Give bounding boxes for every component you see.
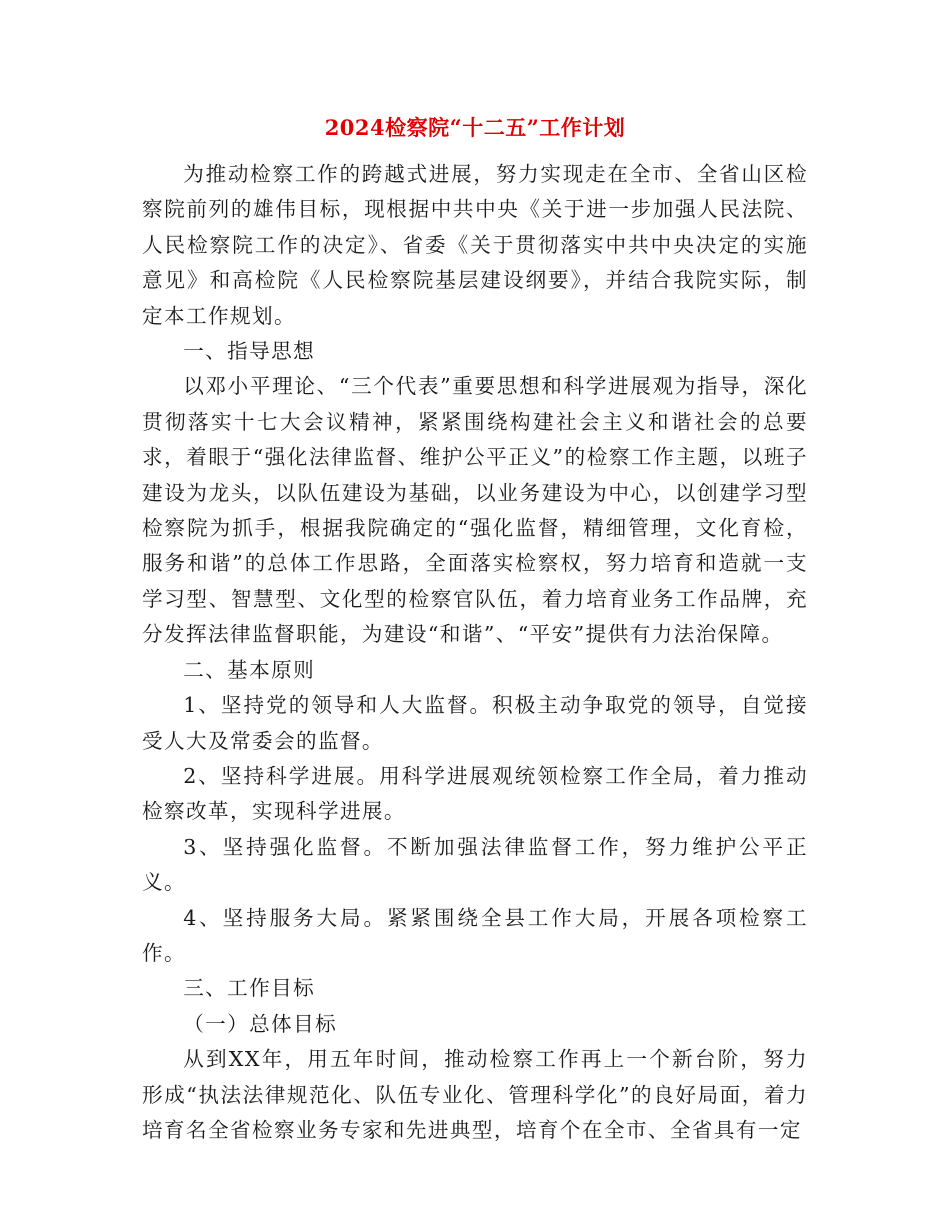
document-body bbox=[142, 157, 808, 1148]
heading-basic-principles: 二、基本原则 bbox=[183, 657, 316, 682]
paragraph-intro: 为推动检察工作的跨越式进展，努力实现走在全市、全省山区检察院前列的雄伟目标，现根据中共中央《关于进一步加强人民法院、人民检察院工作的决定》、省委《关于贯彻落实中共中央决定的实施意见》和高检院《人民检察院基层建设纲要》，并结合我院实际，制定本工作规划。 bbox=[142, 162, 808, 328]
paragraph-guiding-thought: 以邓小平理论、“三个代表”重要思想和科学进展观为指导，深化贯彻落实十七大会议精神，紧紧围绕构建社会主义和谐社会的总要求，着眼于“强化法律监督、维护公平正义”的检察工作主题，以班子建设为龙头，以队伍建设为基础，以业务建设为中心，以创建学习型检察院为抓手，根据我院确定的“强化监督，精细管理，文化育检，服务和谐”的总体工作思路，全面落实检察权，努力培育和造就一支学习型、智慧型、文化型的检察官队伍，着力培育业务工作品牌，充分发挥法律监督职能，为建设“和谐”、“平安”提供有力法治保障。 bbox=[142, 374, 808, 647]
document-title: 2024检察院“十二五”工作计划 bbox=[324, 115, 626, 140]
heading-overall-goal: （一）总体目标 bbox=[183, 1011, 338, 1036]
paragraph-principle-1: 1、坚持党的领导和人大监督。积极主动争取党的领导，自觉接受人大及常委会的监督。 bbox=[142, 693, 808, 753]
heading-guiding-thought: 一、指导思想 bbox=[183, 339, 316, 364]
paragraph-principle-4: 4、坚持服务大局。紧紧围绕全县工作大局，开展各项检察工作。 bbox=[142, 905, 808, 965]
heading-work-goals: 三、工作目标 bbox=[183, 976, 316, 1001]
paragraph-overall-goal: 从到XX年，用五年时间，推动检察工作再上一个新台阶，努力形成“执法法律规范化、队伍专业化、管理科学化”的良好局面，着力培育名全省检察业务专家和先进典型，培育个在全市、全省具有一定 bbox=[142, 1047, 808, 1142]
paragraph-principle-2: 2、坚持科学进展。用科学进展观统领检察工作全局，着力推动检察改革，实现科学进展。 bbox=[142, 763, 808, 824]
paragraph-principle-3: 3、坚持强化监督。不断加强法律监督工作，努力维护公平正义。 bbox=[142, 834, 808, 895]
